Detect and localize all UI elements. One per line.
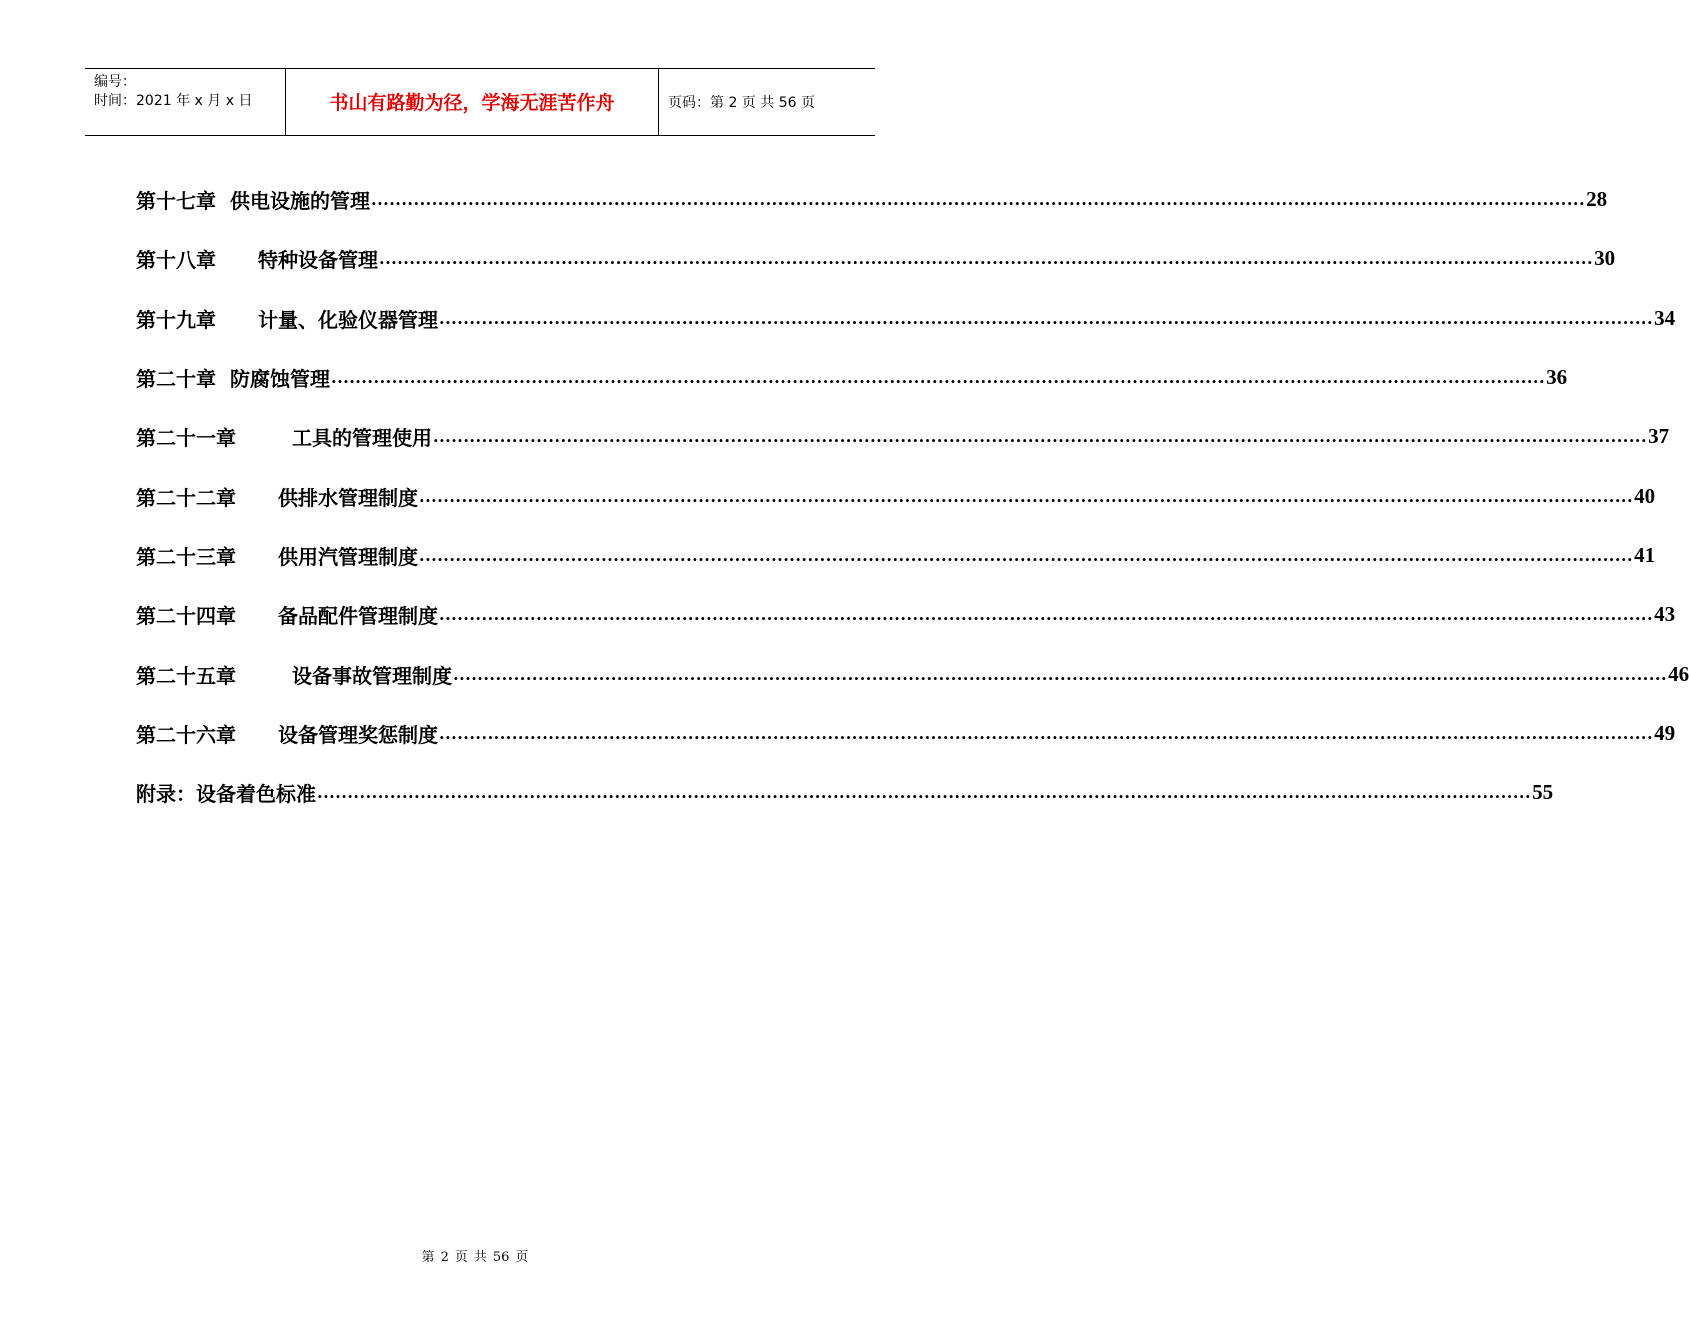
toc-title: 设备事故管理制度 [292,663,452,688]
toc-entry[interactable] [136,407,1670,466]
toc-page-number: 55 [1532,780,1554,805]
page-footer [0,1246,950,1265]
toc-title: 工具的管理使用 [292,426,432,451]
toc-leader-dots: ........................................................................................................................................................................................................ [419,545,1634,565]
doc-time-label: 时间：2021 年 x 月 x 日 [94,93,253,109]
toc-page-number: 40 [1634,483,1656,508]
toc-entry[interactable] [136,526,1656,585]
toc-title: 设备管理奖惩制度 [278,722,438,747]
toc-entry[interactable] [136,348,1568,407]
footer-ye2: 页 [515,1250,529,1265]
toc-chapter-label: 第二十章 [136,367,216,392]
toc-title: 供电设施的管理 [230,189,370,214]
toc-leader-dots: ........................................................................................................................................................................................................ [419,486,1634,506]
toc-title: 计量、化验仪器管理 [258,307,438,332]
toc-entry[interactable] [136,289,1676,348]
toc-leader-dots: ........................................................................................................................................................................................................ [371,190,1586,210]
footer-ye: 页 [454,1250,468,1265]
toc-title: 特种设备管理 [258,248,378,273]
toc-chapter-label: 第二十三章 [136,544,236,569]
toc-title: 设备着色标准 [196,782,316,807]
toc-leader-dots: ........................................................................................................................................................................................................ [439,308,1654,328]
toc-chapter-label: 第十九章 [136,307,216,332]
table-of-contents [136,170,1689,822]
toc-leader-dots: ........................................................................................................................................................................................................ [439,605,1654,625]
header-motto: 书山有路勤为径，学海无涯苦作舟 [329,92,615,114]
toc-title: 防腐蚀管理 [230,367,330,392]
toc-title: 供用汽管理制度 [278,544,418,569]
toc-entry[interactable] [136,644,1689,703]
toc-chapter-label: 第二十一章 [136,426,236,451]
toc-chapter-label: 第十八章 [136,248,216,273]
doc-number-label: 编号： [94,74,136,90]
toc-page-number: 49 [1654,720,1676,745]
toc-page-number: 37 [1648,424,1670,449]
toc-entry[interactable] [136,704,1676,763]
toc-page-number: 41 [1634,542,1656,567]
toc-chapter-label: 第二十二章 [136,485,236,510]
toc-chapter-label: 第十七章 [136,189,216,214]
toc-chapter-label: 第二十五章 [136,663,236,688]
toc-page-number: 46 [1668,661,1689,686]
toc-page-number: 36 [1546,365,1568,390]
toc-page-number: 34 [1654,305,1676,330]
header-motto-cell [285,69,659,135]
toc-entry[interactable] [136,229,1616,288]
toc-leader-dots: ........................................................................................................................................................................................................ [379,249,1594,269]
toc-entry[interactable] [136,763,1554,822]
toc-chapter-label: 附录： [136,782,196,807]
header-page-cell [659,69,875,135]
toc-title: 备品配件管理制度 [278,604,438,629]
toc-entry[interactable] [136,170,1608,229]
toc-leader-dots: ........................................................................................................................................................................................................ [331,368,1546,388]
header-page-info: 页码：第 2 页 共 56 页 [668,95,815,111]
footer-total-pages: 56 [492,1250,510,1265]
toc-page-number: 30 [1594,246,1616,271]
toc-leader-dots: ........................................................................................................................................................................................................ [453,664,1668,684]
footer-di: 第 [421,1250,435,1265]
toc-title: 供排水管理制度 [278,485,418,510]
toc-entry[interactable] [136,466,1656,525]
page-header [85,68,875,136]
toc-chapter-label: 第二十六章 [136,722,236,747]
toc-page-number: 28 [1586,187,1608,212]
toc-entry[interactable] [136,585,1676,644]
footer-gong: 共 [473,1250,487,1265]
toc-leader-dots: ........................................................................................................................................................................................................ [439,723,1654,743]
toc-leader-dots: ........................................................................................................................................................................................................ [317,783,1532,803]
header-meta-cell [85,69,285,135]
toc-leader-dots: ........................................................................................................................................................................................................ [433,427,1648,447]
toc-page-number: 43 [1654,602,1676,627]
toc-chapter-label: 第二十四章 [136,604,236,629]
footer-page-number: 2 [440,1250,449,1265]
